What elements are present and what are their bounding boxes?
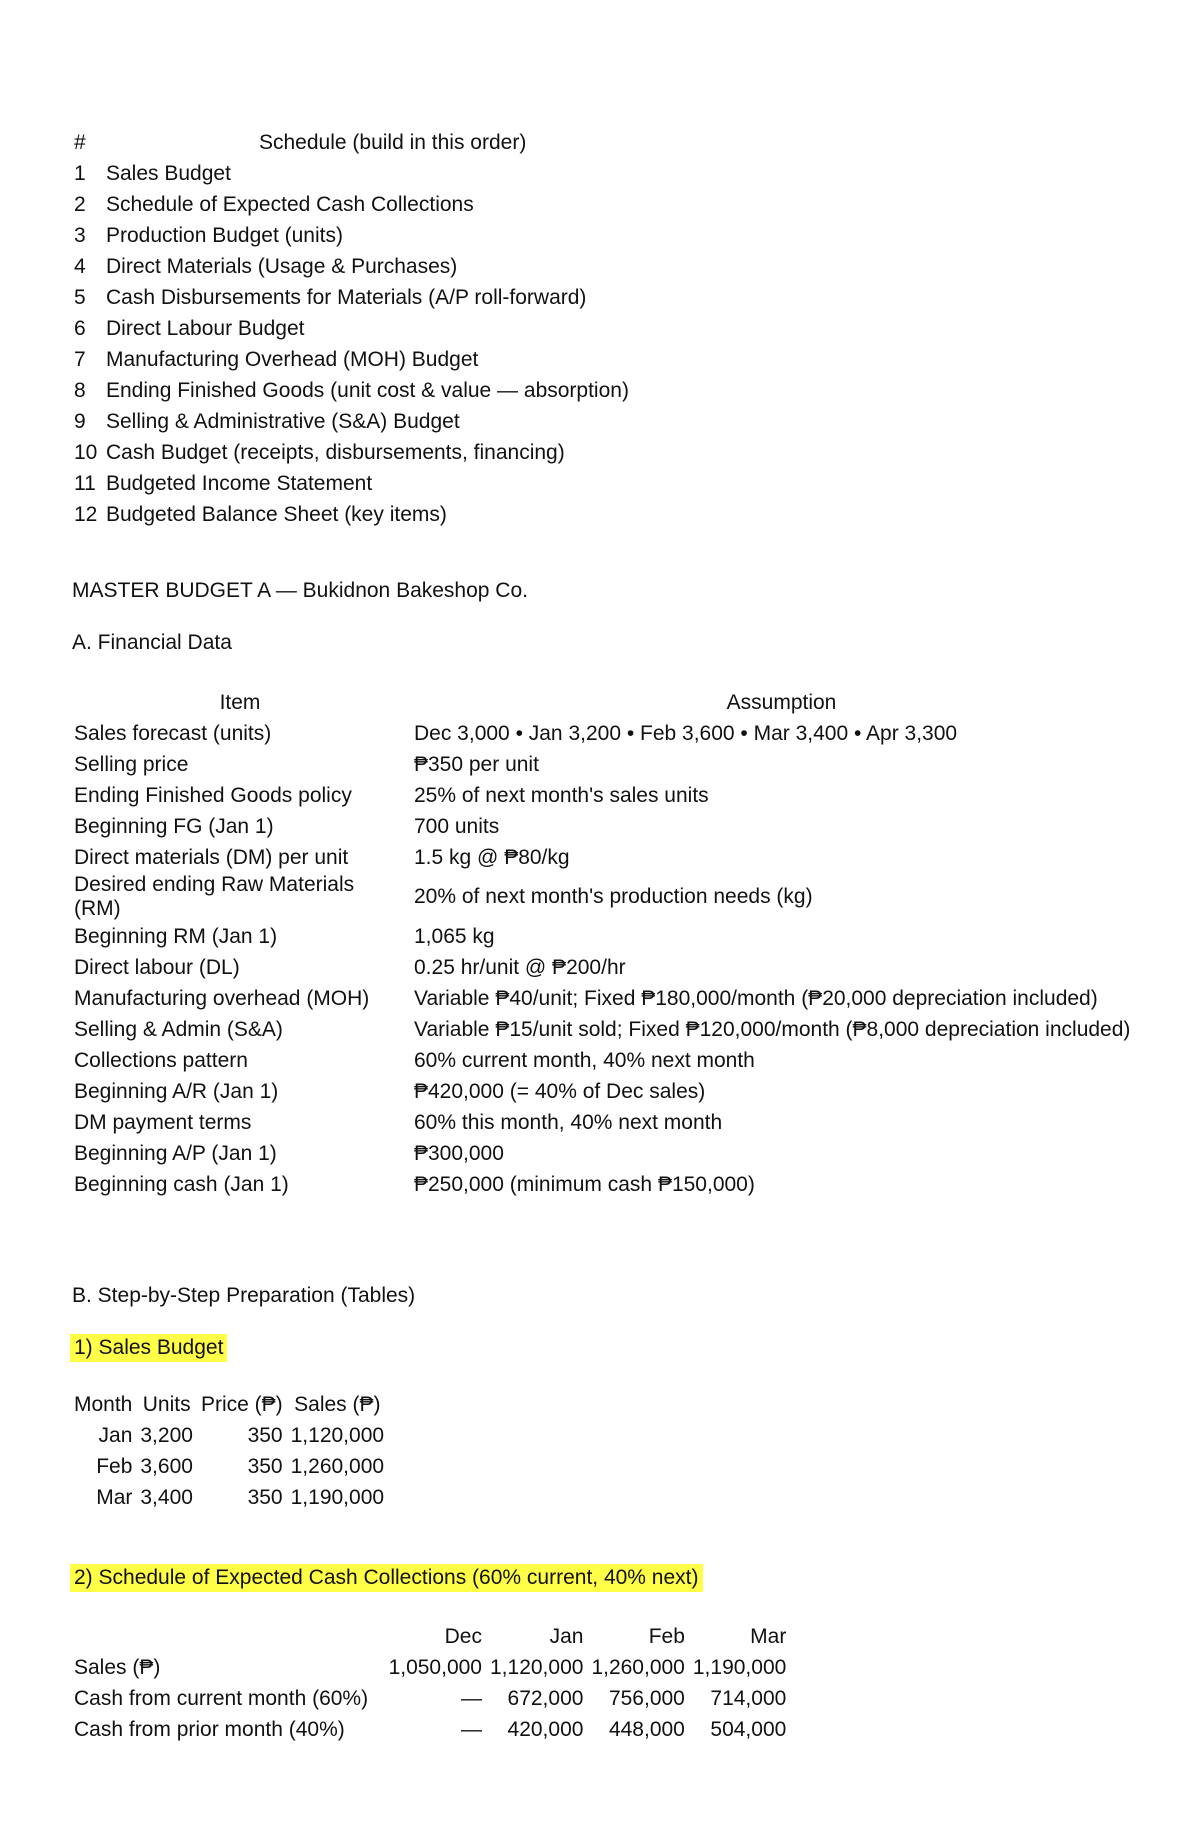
financial-assumption: 20% of next month's production needs (kg) bbox=[414, 885, 813, 908]
financial-assumption: 700 units bbox=[414, 814, 500, 838]
collections-value: 448,000 bbox=[608, 1717, 685, 1741]
schedule-label: Direct Labour Budget bbox=[106, 316, 305, 340]
sales-header-sales: Sales (₱) bbox=[294, 1392, 381, 1416]
collections-value: 1,190,000 bbox=[692, 1655, 787, 1679]
financial-row bbox=[70, 1076, 1153, 1107]
schedule-row bbox=[70, 282, 633, 313]
schedule-label: Cash Disbursements for Materials (A/P roll-forward) bbox=[106, 285, 587, 309]
sales-amount: 1,260,000 bbox=[290, 1454, 385, 1478]
sales-month: Mar bbox=[96, 1485, 133, 1509]
financial-row bbox=[70, 1138, 1153, 1169]
schedule-label: Manufacturing Overhead (MOH) Budget bbox=[106, 347, 479, 371]
financial-assumption: 60% current month, 40% next month bbox=[414, 1048, 755, 1072]
collections-row bbox=[70, 1683, 790, 1714]
schedule-label: Selling & Administrative (S&A) Budget bbox=[106, 409, 460, 433]
financial-item: Desired ending Raw Materials (RM) bbox=[74, 873, 355, 920]
collections-value: — bbox=[461, 1686, 482, 1710]
collections-value: — bbox=[461, 1717, 482, 1741]
financial-row bbox=[70, 1045, 1153, 1076]
schedule-num: 5 bbox=[74, 285, 86, 309]
section-b-title: B. Step-by-Step Preparation (Tables) bbox=[72, 1284, 416, 1307]
schedule-row bbox=[70, 220, 633, 251]
collections-header-jan: Jan bbox=[549, 1624, 584, 1648]
sales-units: 3,400 bbox=[140, 1485, 193, 1509]
collections-value: 714,000 bbox=[710, 1686, 787, 1710]
financial-item: Beginning A/R (Jan 1) bbox=[74, 1079, 279, 1103]
financial-assumption: Dec 3,000 • Jan 3,200 • Feb 3,600 • Mar 3,400 • Apr 3,300 bbox=[414, 721, 958, 745]
financial-header-assumption: Assumption bbox=[726, 690, 837, 714]
schedule-label: Budgeted Balance Sheet (key items) bbox=[106, 502, 447, 526]
financial-row bbox=[70, 1014, 1153, 1045]
collections-value: 1,260,000 bbox=[591, 1655, 685, 1679]
financial-assumption: ₱250,000 (minimum cash ₱150,000) bbox=[414, 1172, 755, 1196]
collections-header-blank bbox=[70, 1621, 378, 1652]
financial-item: Beginning cash (Jan 1) bbox=[74, 1172, 289, 1196]
financial-item: Selling & Admin (S&A) bbox=[74, 1017, 283, 1041]
schedule-row bbox=[70, 468, 633, 499]
financial-row bbox=[70, 921, 1153, 952]
collections-row bbox=[70, 1652, 790, 1683]
schedule-label: Cash Budget (receipts, disbursements, financing) bbox=[106, 440, 565, 464]
master-budget-title: MASTER BUDGET A — Bukidnon Bakeshop Co. bbox=[72, 579, 528, 602]
financial-row bbox=[70, 718, 1153, 749]
collections-header-feb: Feb bbox=[648, 1624, 685, 1648]
sales-header-month: Month bbox=[74, 1392, 133, 1416]
schedule-row bbox=[70, 375, 633, 406]
schedule-header-num: # bbox=[74, 130, 86, 154]
schedule-label: Direct Materials (Usage & Purchases) bbox=[106, 254, 458, 278]
sales-row bbox=[70, 1482, 388, 1513]
financial-row bbox=[70, 1107, 1153, 1138]
sales-amount: 1,190,000 bbox=[290, 1485, 385, 1509]
collections-header-dec: Dec bbox=[444, 1624, 482, 1648]
schedule-row bbox=[70, 189, 633, 220]
financial-header-item: Item bbox=[219, 690, 261, 714]
section-a-title: A. Financial Data bbox=[72, 631, 232, 654]
financial-assumption: 1,065 kg bbox=[414, 924, 495, 948]
financial-row bbox=[70, 983, 1153, 1014]
financial-assumption: ₱420,000 (= 40% of Dec sales) bbox=[414, 1079, 706, 1103]
sales-budget-heading: 1) Sales Budget bbox=[70, 1334, 227, 1362]
sales-header-price: Price (₱) bbox=[200, 1392, 283, 1416]
sales-month: Feb bbox=[96, 1454, 133, 1478]
sales-price: 350 bbox=[247, 1454, 283, 1478]
schedule-num: 7 bbox=[74, 347, 86, 371]
financial-row bbox=[70, 749, 1153, 780]
collections-value: 1,050,000 bbox=[388, 1655, 482, 1679]
schedule-num: 1 bbox=[74, 161, 86, 185]
collections-value: 672,000 bbox=[507, 1686, 584, 1710]
financial-item: Direct materials (DM) per unit bbox=[74, 845, 349, 869]
sales-budget-table bbox=[70, 1389, 388, 1513]
schedule-row bbox=[70, 313, 633, 344]
schedule-num: 6 bbox=[74, 316, 86, 340]
schedule-num: 9 bbox=[74, 409, 86, 433]
sales-price: 350 bbox=[247, 1423, 283, 1447]
collections-label: Cash from prior month (40%) bbox=[74, 1717, 345, 1741]
schedule-header-row bbox=[70, 127, 633, 158]
financial-item: Ending Finished Goods policy bbox=[74, 783, 352, 807]
schedule-label: Sales Budget bbox=[106, 161, 231, 185]
financial-item: Sales forecast (units) bbox=[74, 721, 272, 745]
schedule-row bbox=[70, 406, 633, 437]
sales-units: 3,200 bbox=[140, 1423, 193, 1447]
collections-header-row bbox=[70, 1621, 790, 1652]
financial-item: Beginning A/P (Jan 1) bbox=[74, 1141, 277, 1165]
financial-header-row bbox=[70, 687, 1153, 718]
schedule-label: Budgeted Income Statement bbox=[106, 471, 373, 495]
financial-assumption: ₱300,000 bbox=[414, 1141, 504, 1165]
sales-month: Jan bbox=[98, 1423, 133, 1447]
sales-row bbox=[70, 1420, 388, 1451]
schedule-num: 4 bbox=[74, 254, 86, 278]
financial-item: Manufacturing overhead (MOH) bbox=[74, 986, 370, 1010]
financial-row bbox=[70, 952, 1153, 983]
financial-data-table bbox=[70, 687, 1153, 1200]
financial-assumption: 0.25 hr/unit @ ₱200/hr bbox=[414, 955, 626, 979]
financial-row bbox=[70, 842, 1153, 873]
schedule-header-title: Schedule (build in this order) bbox=[259, 130, 527, 154]
schedule-num: 11 bbox=[74, 471, 96, 495]
collections-value: 1,120,000 bbox=[490, 1655, 584, 1679]
schedule-row bbox=[70, 344, 633, 375]
schedule-row bbox=[70, 499, 633, 530]
financial-assumption: 1.5 kg @ ₱80/kg bbox=[414, 845, 570, 869]
financial-item: Direct labour (DL) bbox=[74, 955, 240, 979]
sales-header-units: Units bbox=[142, 1392, 191, 1416]
financial-item: Selling price bbox=[74, 752, 189, 776]
financial-row bbox=[70, 1169, 1153, 1200]
schedule-label: Schedule of Expected Cash Collections bbox=[106, 192, 474, 216]
financial-item: Beginning RM (Jan 1) bbox=[74, 924, 278, 948]
collections-value: 756,000 bbox=[608, 1686, 685, 1710]
financial-row bbox=[70, 873, 1153, 921]
schedule-row bbox=[70, 437, 633, 468]
schedule-row bbox=[70, 158, 633, 189]
collections-heading: 2) Schedule of Expected Cash Collections (60% current, 40% next) bbox=[70, 1564, 703, 1592]
schedule-num: 2 bbox=[74, 192, 86, 216]
financial-assumption: Variable ₱15/unit sold; Fixed ₱120,000/month (₱8,000 depreciation included) bbox=[414, 1017, 1131, 1041]
financial-assumption: Variable ₱40/unit; Fixed ₱180,000/month (₱20,000 depreciation included) bbox=[414, 986, 1098, 1010]
collections-value: 504,000 bbox=[710, 1717, 787, 1741]
financial-row bbox=[70, 780, 1153, 811]
financial-assumption: 25% of next month's sales units bbox=[414, 783, 709, 807]
schedule-num: 10 bbox=[74, 440, 98, 464]
collections-header-mar: Mar bbox=[750, 1624, 787, 1648]
collections-value: 420,000 bbox=[507, 1717, 584, 1741]
financial-row bbox=[70, 811, 1153, 842]
schedule-num: 3 bbox=[74, 223, 86, 247]
financial-assumption: ₱350 per unit bbox=[414, 752, 539, 776]
sales-row bbox=[70, 1451, 388, 1482]
sales-units: 3,600 bbox=[140, 1454, 193, 1478]
collections-label: Cash from current month (60%) bbox=[74, 1686, 369, 1710]
sales-amount: 1,120,000 bbox=[290, 1423, 385, 1447]
sales-header-row bbox=[70, 1389, 388, 1420]
schedule-table bbox=[70, 127, 633, 530]
schedule-row bbox=[70, 251, 633, 282]
schedule-num: 8 bbox=[74, 378, 86, 402]
collections-row bbox=[70, 1714, 790, 1745]
schedule-num: 12 bbox=[74, 502, 98, 526]
collections-label: Sales (₱) bbox=[74, 1655, 161, 1679]
financial-item: DM payment terms bbox=[74, 1110, 252, 1134]
financial-assumption: 60% this month, 40% next month bbox=[414, 1110, 723, 1134]
collections-table bbox=[70, 1621, 790, 1745]
sales-price: 350 bbox=[247, 1485, 283, 1509]
schedule-label: Ending Finished Goods (unit cost & value — absorption) bbox=[106, 378, 629, 402]
financial-item: Beginning FG (Jan 1) bbox=[74, 814, 274, 838]
schedule-label: Production Budget (units) bbox=[106, 223, 343, 247]
financial-item: Collections pattern bbox=[74, 1048, 248, 1072]
